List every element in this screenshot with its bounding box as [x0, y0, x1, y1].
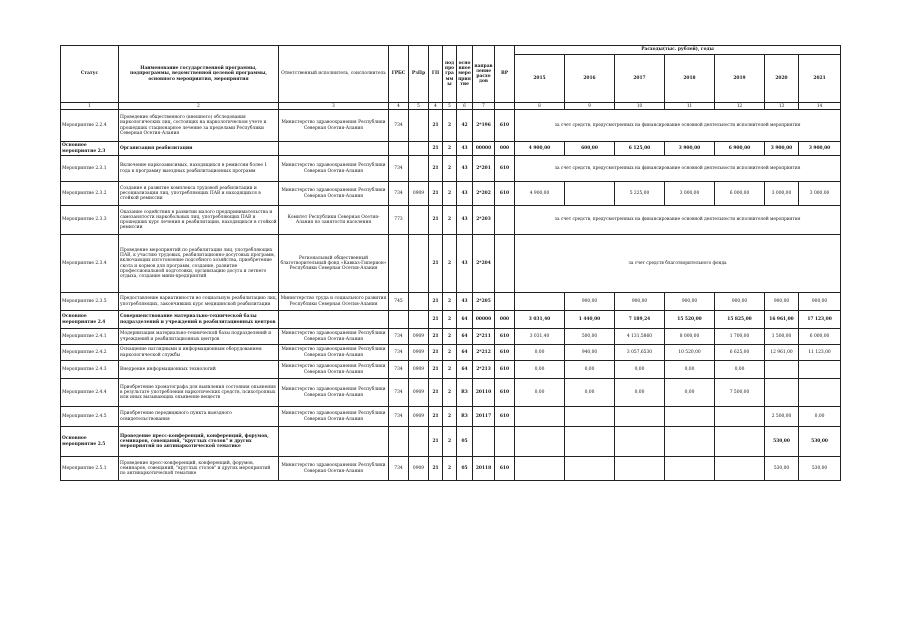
row-status: Основное мероприятие 2.5: [61, 427, 119, 457]
row-subprogram: 2: [443, 457, 457, 481]
row-grbs: 734: [389, 345, 409, 361]
row-expense-direction: 2*213: [473, 361, 495, 379]
row-grbs: [389, 235, 409, 293]
row-grbs: [389, 142, 409, 156]
column-number: 2: [119, 103, 279, 110]
budget-table: [60, 45, 841, 481]
row-rzpr: [409, 110, 429, 142]
row-gp: 21: [429, 407, 443, 427]
header-year: 2015: [515, 55, 565, 103]
row-subprogram: 2: [443, 293, 457, 311]
row-value: [615, 457, 665, 481]
row-value: [765, 361, 799, 379]
row-value: [799, 361, 841, 379]
row-expense-direction: 20117: [473, 407, 495, 427]
table-row: [61, 361, 841, 379]
column-number: 5: [443, 103, 457, 110]
header-year: 2021: [799, 55, 841, 103]
table-row: [61, 427, 841, 457]
row-value: 4 900,00: [515, 182, 565, 206]
row-value: 15 825,00: [715, 311, 765, 329]
header-vr: ВР: [495, 46, 515, 103]
header-gp: ГП: [429, 46, 443, 103]
row-value: 16 961,00: [765, 311, 799, 329]
row-value: 900,00: [565, 293, 615, 311]
row-value: 8 000,00: [665, 329, 715, 345]
row-expense-direction: 20110: [473, 379, 495, 407]
row-value: [765, 379, 799, 407]
row-main-event: 64: [457, 361, 473, 379]
row-vr: 610: [495, 407, 515, 427]
row-funding-note: за счет средств, предусмотренных на финансирование основной деятельности исполнителей мероприятия: [515, 110, 841, 142]
row-subprogram: 2: [443, 329, 457, 345]
row-vr: 610: [495, 345, 515, 361]
header-year: 2019: [715, 55, 765, 103]
row-value: 6 900,00: [715, 142, 765, 156]
row-value: 2 500,00: [765, 407, 799, 427]
header-year: 2018: [665, 55, 715, 103]
column-number: 13: [765, 103, 799, 110]
row-value: 530,00: [765, 427, 799, 457]
row-executor: Министерство здравоохранения Республики Северная Осетия-Алания: [279, 329, 389, 345]
column-number: 4: [389, 103, 409, 110]
column-number: 9: [565, 103, 615, 110]
row-value: 5 225,00: [615, 182, 665, 206]
row-funding-note: за счет средств, предусмотренных на финансирование основной деятельности исполнителей мероприятия: [515, 156, 841, 182]
row-rzpr: 0909: [409, 345, 429, 361]
row-value: 11 123,00: [799, 345, 841, 361]
column-number: 5: [409, 103, 429, 110]
row-main-event: 64: [457, 311, 473, 329]
row-grbs: 734: [389, 156, 409, 182]
column-number: 11: [665, 103, 715, 110]
row-subprogram: 2: [443, 182, 457, 206]
row-status: Мероприятие 2.3.3: [61, 206, 119, 235]
row-executor: Министерство здравоохранения Республики Северная Осетия-Алания: [279, 361, 389, 379]
row-vr: [495, 235, 515, 293]
table-row: [61, 345, 841, 361]
row-value: 900,00: [715, 293, 765, 311]
row-main-event: 43: [457, 293, 473, 311]
row-value: 0,00: [665, 379, 715, 407]
row-expense-direction: 2*202: [473, 182, 495, 206]
row-rzpr: [409, 293, 429, 311]
row-value: [565, 407, 615, 427]
row-grbs: 734: [389, 407, 409, 427]
row-subprogram: 2: [443, 407, 457, 427]
row-value: 530,00: [799, 427, 841, 457]
row-status: Мероприятие 2.3.2: [61, 182, 119, 206]
table-row: [61, 235, 841, 293]
row-executor: [279, 311, 389, 329]
row-expense-direction: 2*196: [473, 110, 495, 142]
row-value: 6 000,00: [799, 329, 841, 345]
row-status: Мероприятие 2.4.4: [61, 379, 119, 407]
row-executor: Министерство здравоохранения Республики Северная Осетия-Алания: [279, 407, 389, 427]
row-gp: 21: [429, 235, 443, 293]
row-value: 0,00: [515, 379, 565, 407]
row-rzpr: 0909: [409, 407, 429, 427]
row-value: 15 520,00: [665, 311, 715, 329]
row-name: Проведение общественного (внешнего) обследования наркологических лиц, состоящих на наркологическом учете и прошедших стационарное лечение за пределами Республики Северная Осетия-Алания: [119, 110, 279, 142]
row-subprogram: 2: [443, 361, 457, 379]
row-value: [565, 427, 615, 457]
row-value: [615, 427, 665, 457]
table-row: [61, 293, 841, 311]
row-grbs: 734: [389, 379, 409, 407]
row-executor: Комитет Республики Северная Осетия-Алания по занятости населения: [279, 206, 389, 235]
row-name: Совершенствование материально-технической базы подразделений и учреждений в реабилитационных центров: [119, 311, 279, 329]
row-value: 530,00: [765, 457, 799, 481]
column-number: 14: [799, 103, 841, 110]
row-value: 900,00: [765, 293, 799, 311]
row-vr: [495, 293, 515, 311]
row-name: Оказание содействия в развитии малого предпринимательства и самозанятости наркобольных лиц, употребляющих ПАВ и прошедших курс лечения и реабилитации, находящихся в стойкой ремиссии: [119, 206, 279, 235]
row-funding-note: за счет средств, предусмотренных на финансирование основной деятельности исполнителей мероприятия: [515, 206, 841, 235]
row-value: 7 189,24: [615, 311, 665, 329]
header-program-name: Наименование государственной программы, подпрограммы, ведомственной целевой программы, основного мероприятия, мероприятия: [119, 46, 279, 103]
row-status: Основное мероприятие 2.3: [61, 142, 119, 156]
row-main-event: 43: [457, 142, 473, 156]
column-number: 12: [715, 103, 765, 110]
row-value: 17 123,00: [799, 311, 841, 329]
row-expense-direction: 2*201: [473, 156, 495, 182]
row-expense-direction: 2*205: [473, 293, 495, 311]
row-expense-direction: 2*204: [473, 235, 495, 293]
row-subprogram: 2: [443, 235, 457, 293]
row-expense-direction: 00000: [473, 311, 495, 329]
row-name: Организация реабилитации: [119, 142, 279, 156]
row-vr: 610: [495, 110, 515, 142]
row-name: Приобретение хроматографа для выявления состояния опьянения в результате употребления наркотических средств, психотропных или иных вызывающих опьянение веществ: [119, 379, 279, 407]
row-rzpr: [409, 235, 429, 293]
budget-table-page: [60, 45, 840, 605]
row-gp: 21: [429, 345, 443, 361]
row-value: 0,00: [515, 345, 565, 361]
row-executor: Министерство труда и социального развития Республики Северная Осетия-Алания: [279, 293, 389, 311]
row-main-event: 43: [457, 156, 473, 182]
row-value: 3 000,00: [665, 182, 715, 206]
row-vr: 610: [495, 182, 515, 206]
row-rzpr: [409, 311, 429, 329]
row-name: Проведение мероприятий по реабилитации лиц, употребляющих ПАВ, к участию трудовых, реабилитационно-досуговых программ, включающих изготовление подсобного хозяйства, приобретение скота и кормов для программ, создание, развитие профессиональной подготовки, организацию досуга и летнего отдыха, создание мини-предприятий: [119, 235, 279, 293]
header-expenses-title: Расходы(тыс. рублей), годы: [515, 46, 841, 55]
row-grbs: 734: [389, 329, 409, 345]
row-grbs: 734: [389, 361, 409, 379]
row-value: 900,00: [799, 293, 841, 311]
row-value: 6 625,00: [715, 345, 765, 361]
row-grbs: [389, 311, 409, 329]
row-value: 4 131,5860: [615, 329, 665, 345]
row-value: [565, 457, 615, 481]
table-row: [61, 311, 841, 329]
row-rzpr: 0909: [409, 329, 429, 345]
row-status: Основное мероприятие 2.4: [61, 311, 119, 329]
column-number: 8: [515, 103, 565, 110]
row-executor: Министерство здравоохранения Республики Северная Осетия-Алания: [279, 379, 389, 407]
row-value: [515, 293, 565, 311]
row-value: 10 520,00: [665, 345, 715, 361]
row-gp: 21: [429, 142, 443, 156]
header-status: Статус: [61, 46, 119, 103]
row-expense-direction: 2*211: [473, 329, 495, 345]
row-value: 0,00: [799, 407, 841, 427]
row-value: 940,00: [565, 345, 615, 361]
row-rzpr: 0909: [409, 182, 429, 206]
row-value: 600,00: [565, 142, 615, 156]
row-value: 6 125,00: [615, 142, 665, 156]
row-value: 0,00: [515, 361, 565, 379]
row-name: Модернизация материально-технической базы подразделений и учреждений и реабилитационных центров: [119, 329, 279, 345]
row-vr: 610: [495, 457, 515, 481]
table-row: [61, 407, 841, 427]
header-executor: Ответственный исполнитель, соисполнитель: [279, 46, 389, 103]
row-value: [565, 182, 615, 206]
row-value: [665, 427, 715, 457]
row-value: [615, 407, 665, 427]
row-value: 3 000,00: [799, 182, 841, 206]
row-rzpr: [409, 427, 429, 457]
row-value: 500,00: [565, 329, 615, 345]
row-value: [799, 379, 841, 407]
row-subprogram: 2: [443, 311, 457, 329]
row-status: Мероприятие 2.3.4: [61, 235, 119, 293]
column-number: 1: [61, 103, 119, 110]
row-value: 1 700,00: [715, 329, 765, 345]
column-number: 10: [615, 103, 665, 110]
table-row: [61, 206, 841, 235]
row-name: Проведение пресс-конференций, конференций, форумов, семинаров, совещаний, "круглых столов" и других мероприятий по антинаркотической тематике: [119, 457, 279, 481]
row-name: Создание и развитие комплекса трудовой реабилитации и ресоциализации лиц, употребляющих ПАВ и находящихся в стойкой ремиссии: [119, 182, 279, 206]
row-value: 3 900,00: [799, 142, 841, 156]
row-grbs: 734: [389, 457, 409, 481]
row-value: 0,00: [565, 379, 615, 407]
row-main-event: 05: [457, 427, 473, 457]
table-row: [61, 110, 841, 142]
row-vr: 610: [495, 361, 515, 379]
row-executor: Министерство здравоохранения Республики Северная Осетия-Алания: [279, 156, 389, 182]
row-main-event: 43: [457, 235, 473, 293]
row-status: Мероприятие 2.2.4: [61, 110, 119, 142]
row-value: [515, 457, 565, 481]
row-rzpr: [409, 156, 429, 182]
row-grbs: 773: [389, 206, 409, 235]
header-year: 2017: [615, 55, 665, 103]
table-row: [61, 457, 841, 481]
row-main-event: 43: [457, 206, 473, 235]
row-expense-direction: 2*203: [473, 206, 495, 235]
row-executor: [279, 142, 389, 156]
row-gp: 21: [429, 379, 443, 407]
row-vr: [495, 206, 515, 235]
row-expense-direction: 00000: [473, 142, 495, 156]
row-funding-note: за счет средств благотворительного фонда: [515, 235, 841, 293]
row-main-event: 64: [457, 345, 473, 361]
table-row: [61, 182, 841, 206]
row-grbs: [389, 427, 409, 457]
row-rzpr: 0909: [409, 379, 429, 407]
row-vr: 610: [495, 156, 515, 182]
row-vr: 000: [495, 142, 515, 156]
row-value: 12 961,00: [765, 345, 799, 361]
row-value: 530,00: [799, 457, 841, 481]
row-name: Оснащение наглядными и информационным оборудованием наркологической службы: [119, 345, 279, 361]
row-rzpr: [409, 206, 429, 235]
row-rzpr: 0909: [409, 457, 429, 481]
row-status: Мероприятие 2.4.1: [61, 329, 119, 345]
header-rzpr: РзПр: [409, 46, 429, 103]
row-value: [665, 457, 715, 481]
header-main-event: осно вное меро прия тие: [457, 46, 473, 103]
row-value: 0,00: [665, 361, 715, 379]
row-executor: Министерство здравоохранения Республики Северная Осетия-Алания: [279, 182, 389, 206]
row-status: Мероприятие 2.3.5: [61, 293, 119, 311]
row-name: Предоставление вариативности во социальную реабилитацию лиц, употребляющих, закончивших курс медицинской реабилитации: [119, 293, 279, 311]
row-gp: 21: [429, 329, 443, 345]
row-vr: 610: [495, 329, 515, 345]
row-expense-direction: 2*212: [473, 345, 495, 361]
row-value: 3 000,00: [765, 182, 799, 206]
row-status: Мероприятие 2.5.1: [61, 457, 119, 481]
row-value: [715, 427, 765, 457]
row-expense-direction: [473, 427, 495, 457]
row-name: Проведение пресс-конференций, конференций, форумов, семинаров, совещаний, "круглых столов" и других мероприятий по антинаркотической тематике: [119, 427, 279, 457]
row-value: 0,00: [715, 361, 765, 379]
row-main-event: R3: [457, 379, 473, 407]
table-row: [61, 156, 841, 182]
row-vr: 610: [495, 379, 515, 407]
row-gp: 21: [429, 182, 443, 206]
row-value: 0,00: [615, 361, 665, 379]
row-executor: Министерство здравоохранения Республики Северная Осетия-Алания: [279, 457, 389, 481]
row-gp: 21: [429, 427, 443, 457]
row-executor: [279, 427, 389, 457]
header-subprogram: под про гра ммы: [443, 46, 457, 103]
header-year: 2020: [765, 55, 799, 103]
row-value: [665, 407, 715, 427]
row-value: 7 500,00: [715, 379, 765, 407]
row-value: 4 900,00: [515, 142, 565, 156]
row-status: Мероприятие 2.4.3: [61, 361, 119, 379]
row-value: 900,00: [665, 293, 715, 311]
column-number-pad: [495, 103, 515, 110]
row-main-event: 64: [457, 329, 473, 345]
row-grbs: 734: [389, 182, 409, 206]
row-subprogram: 2: [443, 142, 457, 156]
row-value: 3 900,00: [765, 142, 799, 156]
row-subprogram: 2: [443, 110, 457, 142]
row-main-event: R3: [457, 407, 473, 427]
row-gp: 21: [429, 311, 443, 329]
row-value: 3 057,6530: [615, 345, 665, 361]
row-vr: 000: [495, 311, 515, 329]
row-value: 6 000,00: [715, 182, 765, 206]
row-value: [515, 427, 565, 457]
row-subprogram: 2: [443, 379, 457, 407]
header-expense-direction: направ ление расхо дов: [473, 46, 495, 103]
header-year: 2016: [565, 55, 615, 103]
row-main-event: 42: [457, 110, 473, 142]
column-number: 4: [429, 103, 443, 110]
table-row: [61, 142, 841, 156]
row-executor: Региональный общественный благотворительный фонд «Кавказ-Гиперион» Республики Северная Осетия-Алания: [279, 235, 389, 293]
row-value: 1 440,00: [565, 311, 615, 329]
table-row: [61, 329, 841, 345]
row-subprogram: 2: [443, 345, 457, 361]
row-subprogram: 2: [443, 206, 457, 235]
row-gp: 21: [429, 293, 443, 311]
row-vr: [495, 427, 515, 457]
row-grbs: 734: [389, 110, 409, 142]
row-grbs: 745: [389, 293, 409, 311]
row-name: Внедрение информационных технологий: [119, 361, 279, 379]
row-executor: Министерство здравоохранения Республики Северная Осетия-Алания: [279, 110, 389, 142]
row-name: Включение наркозависимых, находящихся в ремиссии более 1 года в программу выездных реабилитационных программ: [119, 156, 279, 182]
row-status: Мероприятие 2.4.2: [61, 345, 119, 361]
row-gp: 21: [429, 361, 443, 379]
row-main-event: 43: [457, 182, 473, 206]
row-name: Приобретение передвижного пункта выездного освидетельствования: [119, 407, 279, 427]
row-subprogram: 2: [443, 156, 457, 182]
row-expense-direction: 20118: [473, 457, 495, 481]
row-main-event: 05: [457, 457, 473, 481]
header-grbs: ГРБС: [389, 46, 409, 103]
column-number: 7: [473, 103, 495, 110]
table-row: [61, 379, 841, 407]
row-gp: 21: [429, 457, 443, 481]
row-value: [715, 457, 765, 481]
row-executor: Министерство здравоохранения Республики Северная Осетия-Алания: [279, 345, 389, 361]
row-gp: 21: [429, 156, 443, 182]
row-status: Мероприятие 2.3.1: [61, 156, 119, 182]
column-number: 3: [279, 103, 389, 110]
row-value: 3 031,40: [515, 329, 565, 345]
row-status: Мероприятие 2.4.5: [61, 407, 119, 427]
row-value: [715, 407, 765, 427]
row-value: 0,00: [615, 379, 665, 407]
row-value: 900,00: [615, 293, 665, 311]
row-value: [515, 407, 565, 427]
row-gp: 21: [429, 110, 443, 142]
column-number: 6: [457, 103, 473, 110]
row-rzpr: 0909: [409, 361, 429, 379]
row-value: 3 031,40: [515, 311, 565, 329]
row-value: 3 900,00: [665, 142, 715, 156]
row-value: 0,00: [565, 361, 615, 379]
row-value: 1 500,00: [765, 329, 799, 345]
row-gp: 21: [429, 206, 443, 235]
row-subprogram: 2: [443, 427, 457, 457]
row-rzpr: [409, 142, 429, 156]
